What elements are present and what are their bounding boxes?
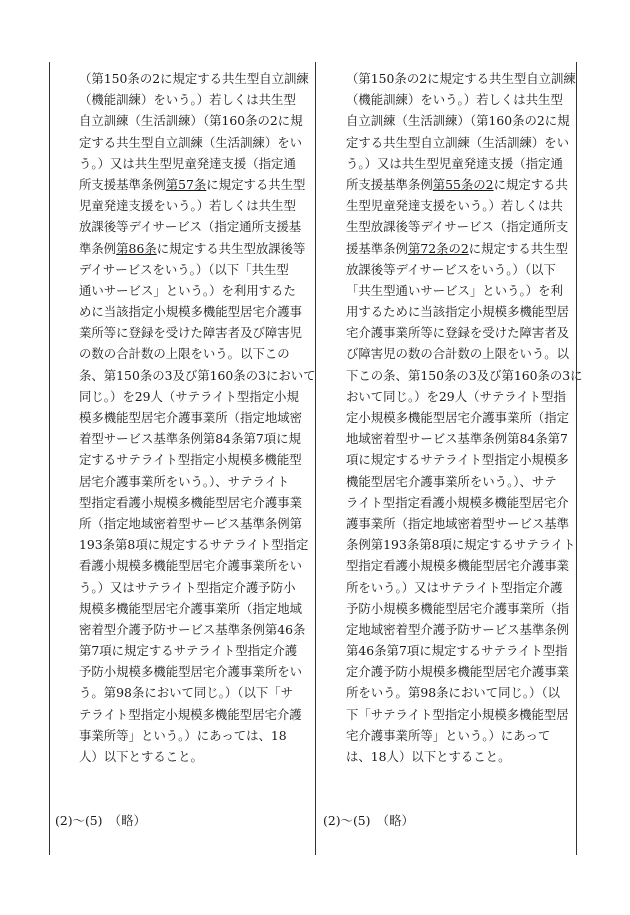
text-segment: 用するために当該指定小規模多機能型居: [346, 304, 570, 320]
text-line: [79, 534, 311, 555]
text-segment: 同じ。）を29人（サテライト型指定小規: [79, 388, 299, 404]
text-segment: 密着型介護予防サービス基準条例第46条: [79, 621, 306, 637]
text-line: [346, 682, 578, 703]
right-column-text: [346, 68, 583, 767]
text-segment: 準条例: [79, 240, 117, 256]
text-line: [79, 153, 311, 174]
text-line: [346, 301, 578, 322]
amended-reference: 第55条の2: [432, 176, 494, 192]
text-line: [346, 640, 578, 661]
text-segment: 定地域密着型介護予防サービス基準条例: [346, 621, 570, 637]
text-line: [346, 746, 578, 767]
text-segment: の数の合計数の上限をいう。以下この: [79, 346, 290, 362]
text-segment: 放課後等デイサービス（指定通所支援基: [79, 219, 302, 235]
text-line: [346, 174, 578, 195]
text-line: [79, 89, 311, 110]
text-segment: おいて同じ。）を29人（サテライト型指: [346, 388, 566, 404]
text-segment: 下「サテライト型指定小規模多機能型居: [346, 706, 569, 722]
text-segment: 事業所等」という。）にあっては、18: [79, 727, 287, 743]
text-segment: に規定する共: [493, 176, 568, 192]
text-line: [79, 746, 311, 767]
text-line: [346, 449, 578, 470]
text-line: [346, 492, 578, 513]
text-line: [346, 365, 583, 386]
text-segment: 定するサテライト型指定小規模多機能型: [79, 452, 302, 468]
text-line: [79, 365, 316, 386]
text-segment: テライト型指定小規模多機能型居宅介護: [79, 706, 302, 722]
text-line: [79, 577, 311, 598]
column-rule-left: [49, 62, 50, 855]
text-line: [346, 386, 578, 407]
text-segment: ライト型指定看護小規模多機能型居宅介: [346, 494, 569, 510]
text-segment: 定小規模多機能型居宅介護事業所（指定: [346, 410, 570, 425]
text-segment: 居宅介護事業所をいう。）、サテライト: [79, 473, 290, 489]
text-line: [346, 68, 578, 89]
text-line: [79, 428, 311, 449]
text-line: [346, 343, 578, 364]
text-segment: 定介護予防小規模多機能型居宅介護事業: [346, 664, 570, 680]
text-line: [79, 132, 311, 153]
text-segment: に規定する共生型: [206, 176, 306, 192]
text-line: [79, 68, 311, 89]
text-segment: 型指定看護小規模多機能型居宅介護事業: [79, 494, 303, 510]
text-segment: 所（指定地域密着型サービス基準条例第: [79, 515, 303, 531]
text-segment: 「共生型通いサービス」という。）を利: [346, 282, 563, 298]
text-line: [346, 89, 578, 110]
text-segment: 機能型居宅介護事業所をいう。）、サテ: [346, 473, 557, 489]
text-segment: 予防小規模多機能型居宅介護事業所（指: [346, 600, 570, 616]
text-segment: 援基準条例: [346, 240, 408, 256]
right-omitted-items: (2)〜(5) （略）: [323, 813, 414, 828]
text-line: [346, 195, 578, 216]
text-segment: デイサービスをいう。）（以下「共生型: [79, 261, 289, 277]
text-segment: う。）又は共生型児童発達支援（指定通: [79, 155, 296, 171]
text-line: [79, 259, 311, 280]
text-line: [79, 216, 311, 237]
text-segment: う。）又はサテライト型指定介護予防小: [79, 579, 296, 595]
amended-reference: 第72条の2: [407, 240, 469, 256]
text-segment: 人）以下とすること。: [79, 749, 203, 764]
text-segment: 模多機能型居宅介護事業所（指定地域密: [79, 410, 303, 425]
text-line: [79, 238, 311, 259]
text-segment: （第150条の2に規定する共生型自立訓練: [79, 71, 309, 86]
text-line: [79, 704, 311, 725]
amended-reference: 第57条: [165, 176, 207, 192]
text-line: [346, 238, 578, 259]
text-segment: う。）又は共生型児童発達支援（指定通: [346, 155, 563, 171]
text-segment: 通いサービス」という。）を利用するた: [79, 282, 296, 298]
text-segment: 所をいう。）又はサテライト型指定介護: [346, 579, 563, 595]
text-segment: めに当該指定小規模多機能型居宅介護事: [79, 304, 303, 320]
text-line: [79, 195, 311, 216]
text-segment: 看護小規模多機能型居宅介護事業所をい: [79, 558, 303, 574]
text-segment: に規定する共生型放課後等: [156, 240, 306, 256]
text-segment: 定する共生型自立訓練（生活訓練）をい: [79, 134, 303, 150]
text-line: [79, 661, 311, 682]
text-segment: 宅介護事業所等に登録を受けた障害者及: [346, 325, 570, 341]
text-line: [79, 513, 311, 534]
text-segment: 型指定看護小規模多機能型居宅介護事業: [346, 558, 570, 574]
text-line: [79, 174, 311, 195]
column-rule-middle: [315, 62, 316, 855]
text-line: [346, 132, 578, 153]
text-segment: 宅介護事業所等」という。）にあって: [346, 727, 551, 743]
left-omitted-items: (2)〜(5) （略）: [55, 813, 146, 828]
text-segment: 193条第8項に規定するサテライト型指定: [79, 537, 309, 553]
text-segment: 所支援基準条例: [79, 176, 166, 192]
text-line: [346, 598, 578, 619]
text-segment: （第150条の2に規定する共生型自立訓練: [346, 71, 576, 86]
text-segment: 地域密着型サービス基準条例第84条第7: [346, 431, 568, 447]
text-line: [346, 407, 578, 428]
text-line: [346, 577, 578, 598]
text-line: [346, 555, 578, 576]
text-segment: 定する共生型自立訓練（生活訓練）をい: [346, 134, 570, 150]
text-segment: 所支援基準条例: [346, 176, 433, 192]
text-line: [346, 471, 578, 492]
text-segment: 第7項に規定するサテライト型指定介護: [79, 643, 298, 659]
text-segment: 自立訓練（生活訓練）（第160条の2に規: [346, 113, 570, 129]
text-line: [346, 216, 578, 237]
text-segment: 護事業所（指定地域密着型サービス基準: [346, 515, 570, 531]
text-line: [79, 471, 311, 492]
text-line: [79, 492, 311, 513]
text-line: [79, 322, 311, 343]
text-segment: に規定する共生型: [468, 240, 568, 256]
text-segment: 規模多機能型居宅介護事業所（指定地域: [79, 600, 303, 616]
text-line: [346, 513, 578, 534]
text-line: [79, 301, 311, 322]
text-segment: 生型児童発達支援をいう。）若しくは共: [346, 198, 563, 214]
text-segment: （機能訓練）をいう。）若しくは共生型: [346, 92, 563, 108]
text-line: [79, 682, 311, 703]
text-segment: う。第98条において同じ。）（以下「サ: [79, 685, 294, 701]
text-segment: 児童発達支援をいう。）若しくは共生型: [79, 198, 296, 214]
text-line: [346, 619, 578, 640]
text-segment: 下この条、第150条の3及び第160条の3に: [346, 367, 583, 383]
text-segment: （機能訓練）をいう。）若しくは共生型: [79, 92, 296, 108]
text-line: [79, 110, 311, 131]
text-line: [79, 619, 311, 640]
text-segment: 条、第150条の3及び第160条の3において: [79, 367, 316, 383]
text-line: [79, 407, 311, 428]
text-line: [346, 259, 578, 280]
text-segment: 着型サービス基準条例第84条第7項に規: [79, 431, 301, 447]
text-line: [79, 343, 311, 364]
text-segment: 自立訓練（生活訓練）（第160条の2に規: [79, 113, 303, 129]
left-column-text: [79, 68, 316, 767]
text-line: [346, 428, 578, 449]
text-line: [346, 153, 578, 174]
text-line: [79, 640, 311, 661]
text-segment: 第46条第7項に規定するサテライト型指: [346, 643, 568, 659]
text-segment: び障害児の数の合計数の上限をいう。以: [346, 346, 570, 362]
text-line: [346, 661, 578, 682]
text-line: [346, 725, 578, 746]
text-line: [346, 704, 578, 725]
text-segment: 予防小規模多機能型居宅介護事業所をい: [79, 664, 303, 680]
text-line: [79, 449, 311, 470]
text-line: [79, 598, 311, 619]
text-segment: 所をいう。第98条において同じ。）（以: [346, 685, 561, 701]
text-line: [79, 725, 311, 746]
text-segment: 放課後等デイサービスをいう。）（以下: [346, 261, 556, 277]
amended-reference: 第86条: [116, 240, 157, 256]
text-line: [346, 322, 578, 343]
text-line: [346, 110, 578, 131]
text-segment: 業所等に登録を受けた障害者及び障害児: [79, 325, 303, 341]
text-segment: 項に規定するサテライト型指定小規模多: [346, 452, 569, 468]
text-line: [346, 280, 578, 301]
text-line: [79, 386, 311, 407]
text-line: [79, 555, 311, 576]
text-segment: 生型放課後等デイサービス（指定通所支: [346, 219, 569, 235]
text-segment: 条例第193条第8項に規定するサテライト: [346, 537, 576, 553]
text-line: [346, 534, 578, 555]
text-line: [79, 280, 311, 301]
text-segment: は、18人）以下とすること。: [346, 749, 511, 764]
